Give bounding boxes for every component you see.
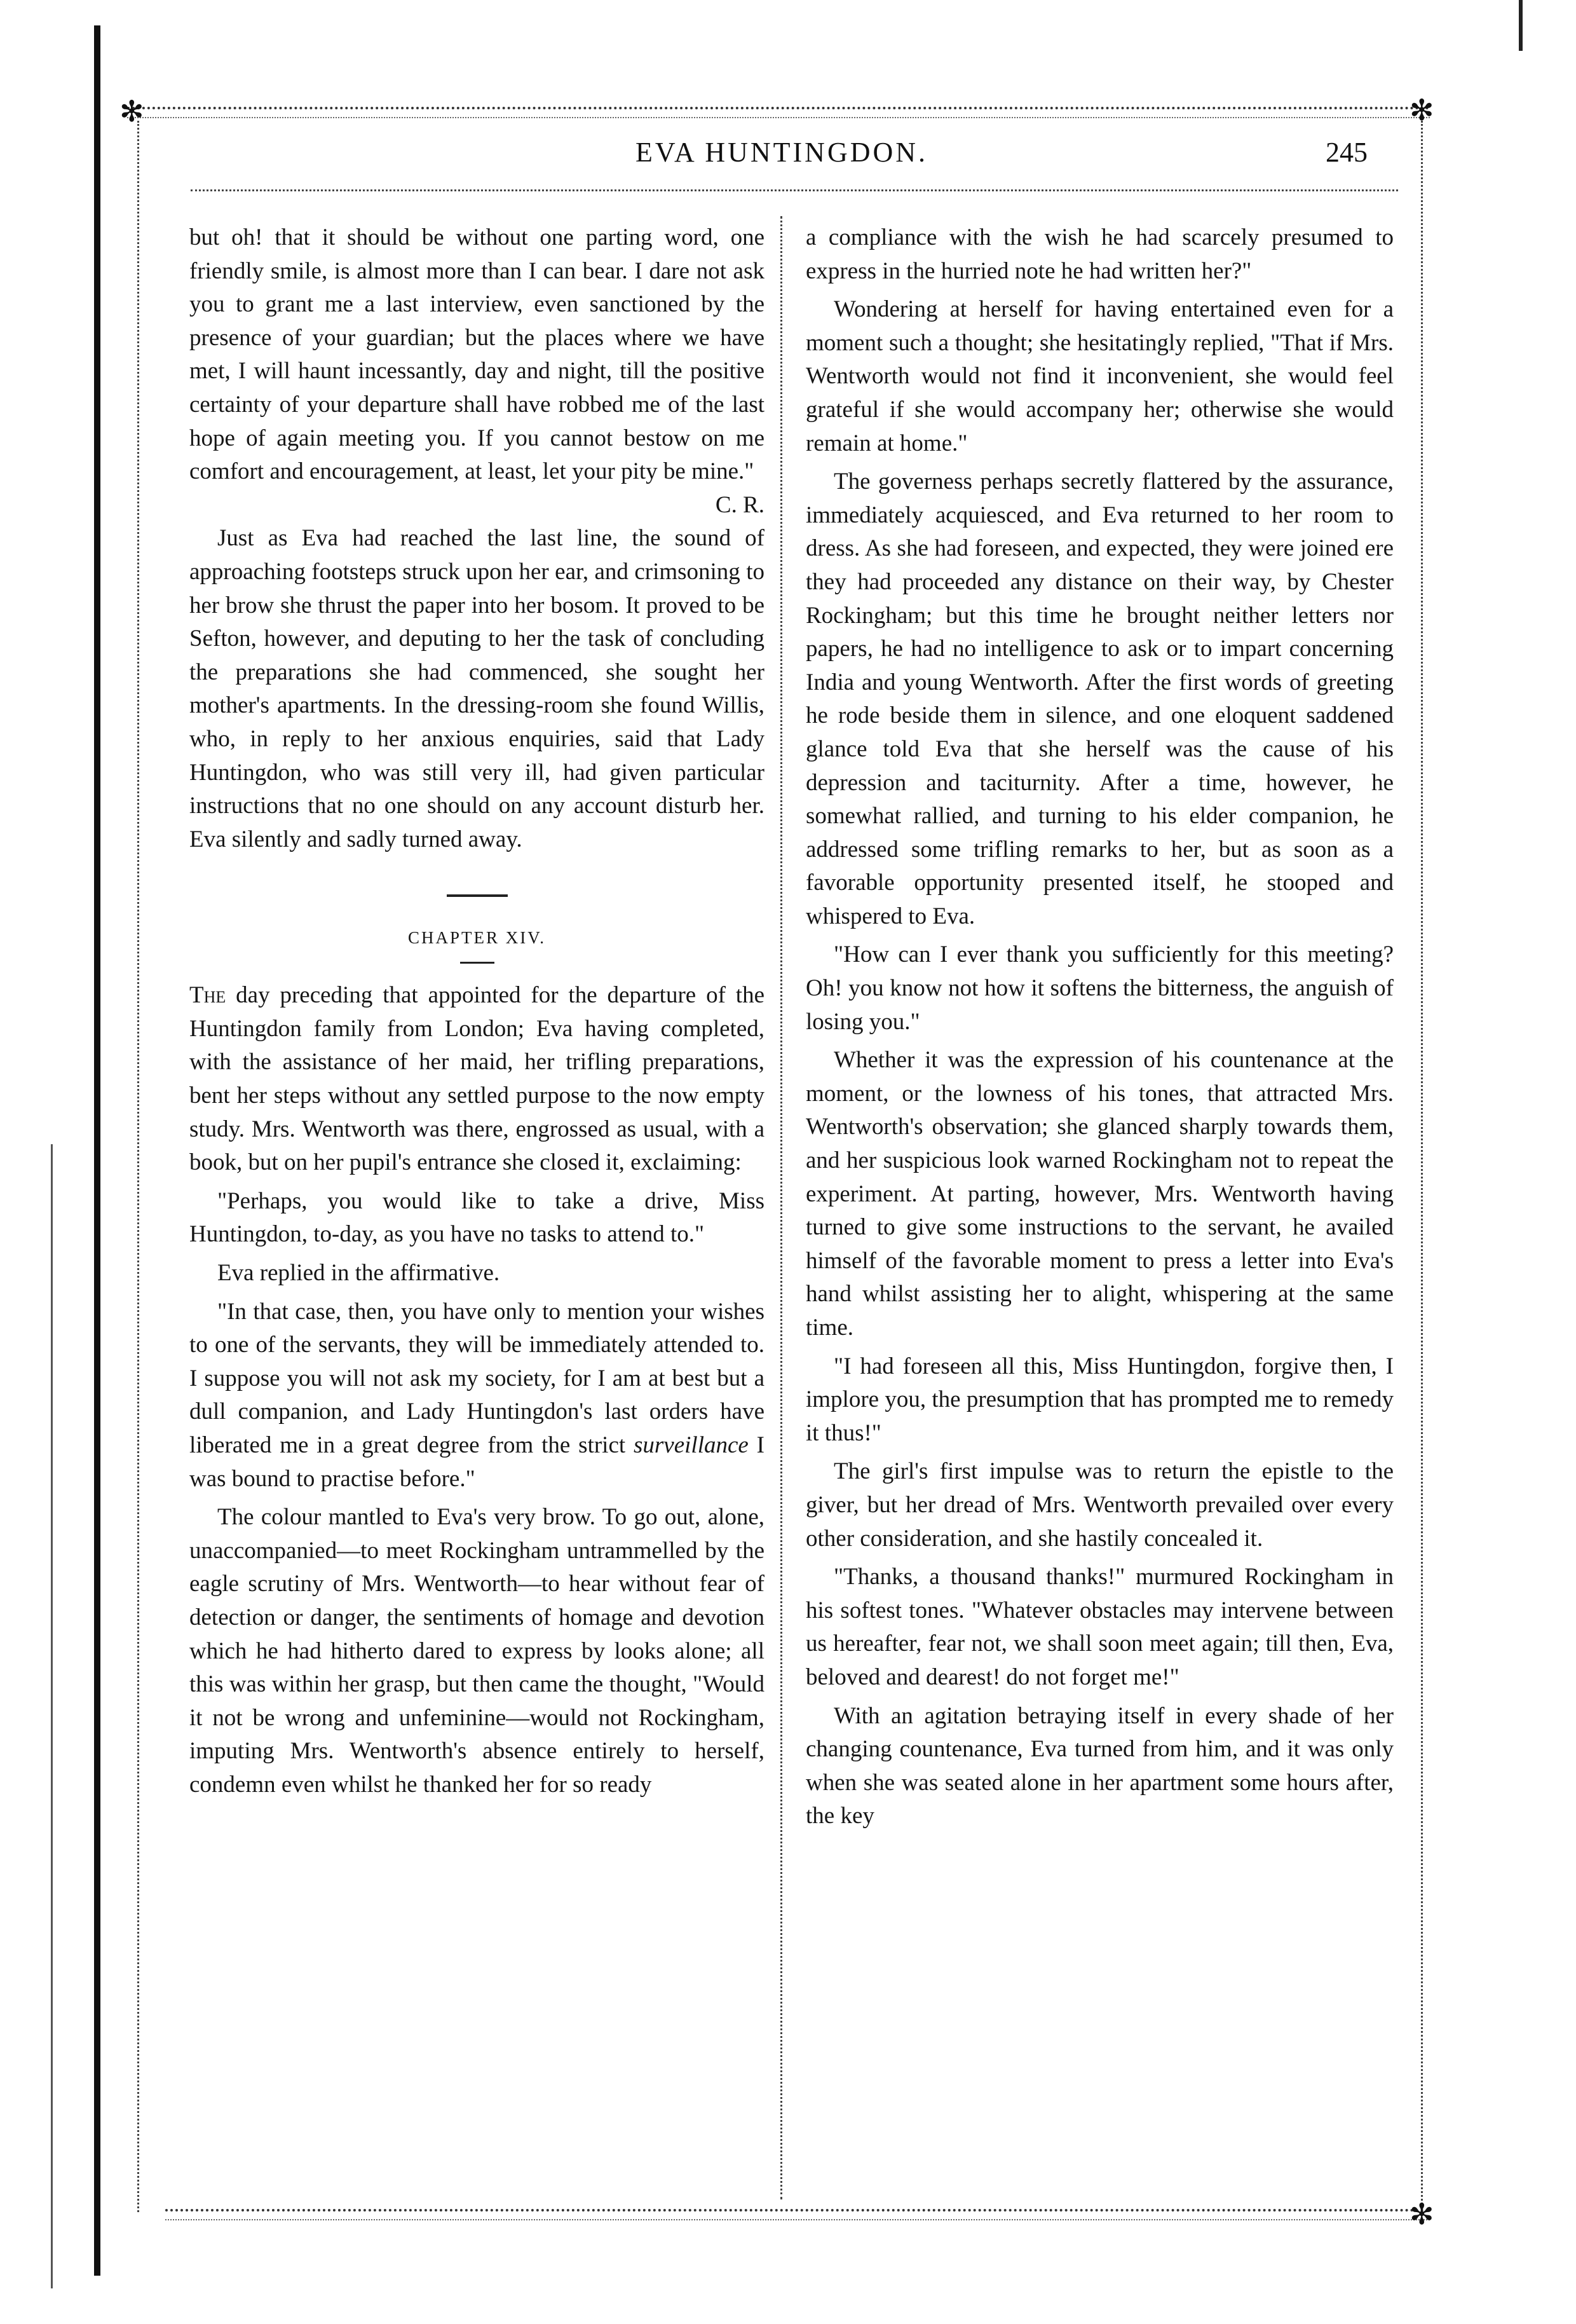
- ornamental-border-bottom: [165, 2209, 1430, 2220]
- page-edge-mark: [1519, 0, 1523, 51]
- paragraph: The colour mantled to Eva's very brow. To go out, alone, unaccompanied—to meet Rockingham untrammelled by the eagle scrutiny of Mrs. Wentworth—to hear without fear of detection or danger, the sentiments of homage and devotion which he had hitherto dared to express by looks alone; all this was within her grasp, but then came the thought, "Would it not be wrong and unfeminine—would not Rockingham, imputing Mrs. Wentworth's absence entirely to herself, condemn even whilst he thanked her for so ready: [189, 1504, 764, 1798]
- binding-shadow: [94, 25, 100, 2276]
- paragraph: Whether it was the expression of his countenance at the moment, or the lowness of his tones, that attracted Mrs. Wentworth's observation; she glanced sharply towards them, and her suspicious look warned Rockingham not to repeat the experiment. At parting, however, Mrs. Wentworth having turned to give some instructions to the servant, he availed himself of the favorable moment to press a letter into Eva's hand whilst assisting her to alight, whispering at the same time.: [806, 1047, 1394, 1341]
- paragraph-text: day preceding that appointed for the departure of the Huntingdon family from London; Eva having completed, with the assistance of her maid, her trifling preparations, bent her steps without any settled purpose to the now empty study. Mrs. Wentworth was there, engrossed as usual, with a book, but on her pupil's entrance she closed it, exclaiming:: [189, 982, 764, 1176]
- paragraph: "Perhaps, you would like to take a drive, Miss Huntingdon, to-day, as you have no tasks to attend to.": [189, 1187, 764, 1248]
- paragraph: [189, 1295, 764, 1496]
- running-title: EVA HUNTINGDON.: [635, 137, 928, 168]
- right-column: [806, 221, 1394, 1833]
- ornamental-border-top: [127, 107, 1430, 118]
- paragraph: The girl's first impulse was to return the epistle to the giver, but her dread of Mrs. Wentworth prevailed over every other consideration, and she hastily concealed it.: [806, 1458, 1394, 1552]
- paragraph-text: I was bound to practise before.": [189, 1432, 764, 1492]
- dropcap-word: The: [189, 982, 226, 1009]
- paragraph: [189, 979, 764, 1180]
- header-rule: [191, 189, 1398, 196]
- left-column: [189, 221, 764, 1802]
- paragraph-text: "In that case, then, you have only to mention your wishes to one of the servants, they will be immediately attended to. I suppose you will not ask my society, for I am at best but a dull companion, and Lady Huntingdon's last orders have liberated me in a great degree from the strict: [189, 1298, 764, 1458]
- paragraph: "How can I ever thank you sufficiently for this meeting? Oh! you know not how it softens the bitterness, the anguish of losing you.": [806, 941, 1394, 1035]
- ornamental-border-left: [137, 121, 144, 2212]
- paragraph: but oh! that it should be without one parting word, one friendly smile, is almost more than I can bear. I dare not ask you to grant me a last interview, even sanctioned by the presence of your guardian; but the places where we have met, I will haunt incessantly, day and night, till the positive certainty of your departure shall have robbed me of the last hope of again meeting you. If you cannot bestow on me comfort and encouragement, at least, let your pity be mine.": [189, 224, 764, 485]
- paragraph: "I had foreseen all this, Miss Huntingdon, forgive then, I implore you, the presumption that has prompted me to remedy it thus!": [806, 1353, 1394, 1446]
- section-rule: [447, 894, 508, 897]
- page-edge-line: [51, 1144, 53, 2288]
- ornamental-border-right: [1416, 121, 1423, 2212]
- chapter-heading: CHAPTER XIV.: [407, 928, 547, 948]
- corner-ornament-icon: ✻: [1410, 93, 1434, 127]
- paragraph: Just as Eva had reached the last line, the sound of approaching footsteps struck upon her ear, and crimsoning to her brow she thrust the paper into her bosom. It proved to be Sefton, however, and deputing to her the task of concluding the preparations she had commenced, she sought her mother's apartments. In the dressing-room she found Willis, who, in reply to her anxious enquiries, said that Lady Huntingdon, who was still very ill, had given particular instructions that no one should on any account disturb her. Eva silently and sadly turned away.: [189, 525, 764, 852]
- corner-ornament-icon: ✻: [1410, 2197, 1434, 2231]
- paragraph: With an agitation betraying itself in every shade of her changing countenance, Eva turned from him, and it was only when she was seated alone in her apartment some hours after, the key: [806, 1702, 1394, 1829]
- paragraph: "Thanks, a thousand thanks!" murmured Rockingham in his softest tones. "Whatever obstacles may intervene between us hereafter, fear not, we shall soon meet again; till then, Eva, beloved and dearest! do not forget me!": [806, 1564, 1394, 1690]
- corner-ornament-icon: ✻: [119, 94, 144, 128]
- paragraph: Eva replied in the affirmative.: [217, 1260, 500, 1287]
- paragraph: Wondering at herself for having entertained even for a moment such a thought; she hesitatingly replied, "That if Mrs. Wentworth would not find it inconvenient, she would feel grateful if she would accompany her; otherwise she would remain at home.": [806, 296, 1394, 456]
- page-number: 245: [1326, 137, 1368, 168]
- paragraph: The governess perhaps secretly flattered by the assurance, immediately acquiesced, and Eva returned to her room to dress. As she had foreseen, and expected, they were joined ere they had proceeded any distance on their way, by Chester Rockingham; but this time he brought neither letters nor papers, he had no intelligence to ask or to impart concerning India and young Wentworth. After the first words of greeting he rode beside them in silence, and one eloquent saddened glance told Eva that she herself was the cause of his depression and taciturnity. After a time, however, he somewhat rallied, and turning to his elder companion, he addressed some trifling remarks to her, but as soon as a favorable opportunity presented itself, he stooped and whispered to Eva.: [806, 468, 1394, 929]
- chapter-rule: [460, 962, 494, 964]
- paragraph: a compliance with the wish he had scarcely presumed to express in the hurried note he had written her?": [806, 224, 1394, 284]
- column-divider: [780, 216, 787, 2199]
- letter-signature: C. R.: [715, 491, 764, 518]
- italic-word: surveillance: [634, 1432, 749, 1458]
